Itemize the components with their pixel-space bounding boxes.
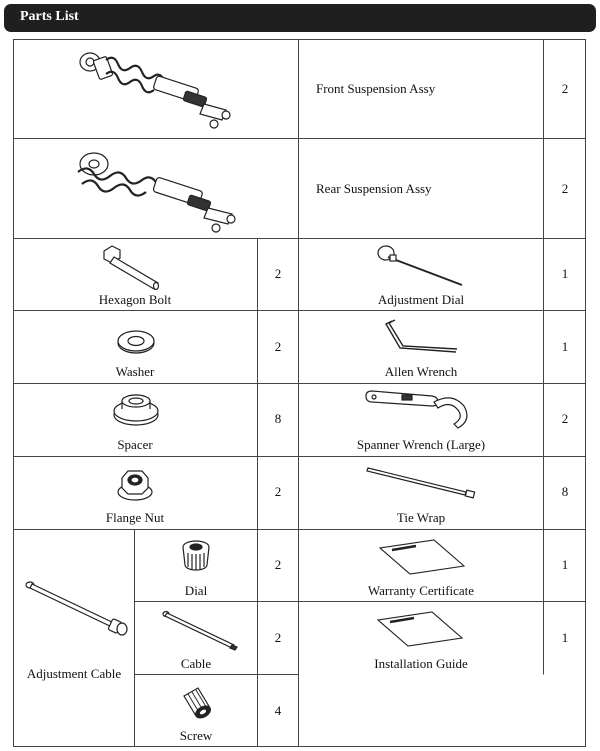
washer-name: Washer: [115, 364, 155, 379]
installation-guide-qty: 1: [561, 630, 569, 645]
spanner-wrench-name: Spanner Wrench (Large): [356, 437, 486, 452]
adjustment-dial-icon: [376, 243, 466, 288]
installation-guide-name: Installation Guide: [374, 656, 468, 671]
hexagon-bolt-qty: 2: [274, 266, 282, 281]
allen-wrench-qty: 1: [561, 339, 569, 354]
cable-name: Cable: [180, 656, 212, 671]
cable-icon: [160, 609, 240, 651]
adjustment-cable-name: Adjustment Cable: [26, 666, 122, 681]
installation-guide-document-icon: [374, 610, 466, 648]
tie-wrap-name: Tie Wrap: [396, 510, 446, 525]
screw-qty: 4: [274, 703, 282, 718]
dial-qty: 2: [274, 557, 282, 572]
allen-wrench-name: Allen Wrench: [384, 364, 458, 379]
warranty-certificate-name: Warranty Certificate: [367, 583, 475, 598]
tie-wrap-icon: [366, 464, 478, 500]
flange-nut-name: Flange Nut: [105, 510, 165, 525]
washer-qty: 2: [274, 339, 282, 354]
spacer-qty: 8: [274, 411, 282, 426]
hexagon-bolt-icon: [100, 243, 170, 291]
spacer-name: Spacer: [117, 437, 153, 452]
flange-nut-icon: [116, 468, 154, 502]
warranty-document-icon: [376, 538, 468, 576]
page-title: Parts List: [20, 9, 79, 24]
hexagon-bolt-name: Hexagon Bolt: [98, 292, 172, 307]
spanner-wrench-qty: 2: [561, 411, 569, 426]
front-suspension-name: Front Suspension Assy: [316, 81, 436, 96]
front-suspension-qty: 2: [561, 81, 569, 96]
front-suspension-icon: [66, 44, 236, 134]
screw-icon: [180, 686, 214, 720]
spacer-icon: [110, 393, 162, 427]
dial-name: Dial: [184, 583, 208, 598]
adjustment-dial-name: Adjustment Dial: [377, 292, 465, 307]
tie-wrap-qty: 8: [561, 484, 569, 499]
parts-list-header: [4, 4, 596, 32]
adjustment-dial-qty: 1: [561, 266, 569, 281]
rear-suspension-qty: 2: [561, 181, 569, 196]
flange-nut-qty: 2: [274, 484, 282, 499]
rear-suspension-icon: [66, 144, 241, 236]
allen-wrench-icon: [382, 318, 462, 358]
rear-suspension-name: Rear Suspension Assy: [316, 181, 432, 196]
dial-icon: [180, 539, 212, 577]
spanner-wrench-icon: [362, 388, 472, 430]
cable-qty: 2: [274, 630, 282, 645]
screw-name: Screw: [179, 728, 213, 743]
washer-icon: [116, 329, 156, 355]
warranty-certificate-qty: 1: [561, 557, 569, 572]
adjustment-cable-icon: [22, 578, 130, 638]
